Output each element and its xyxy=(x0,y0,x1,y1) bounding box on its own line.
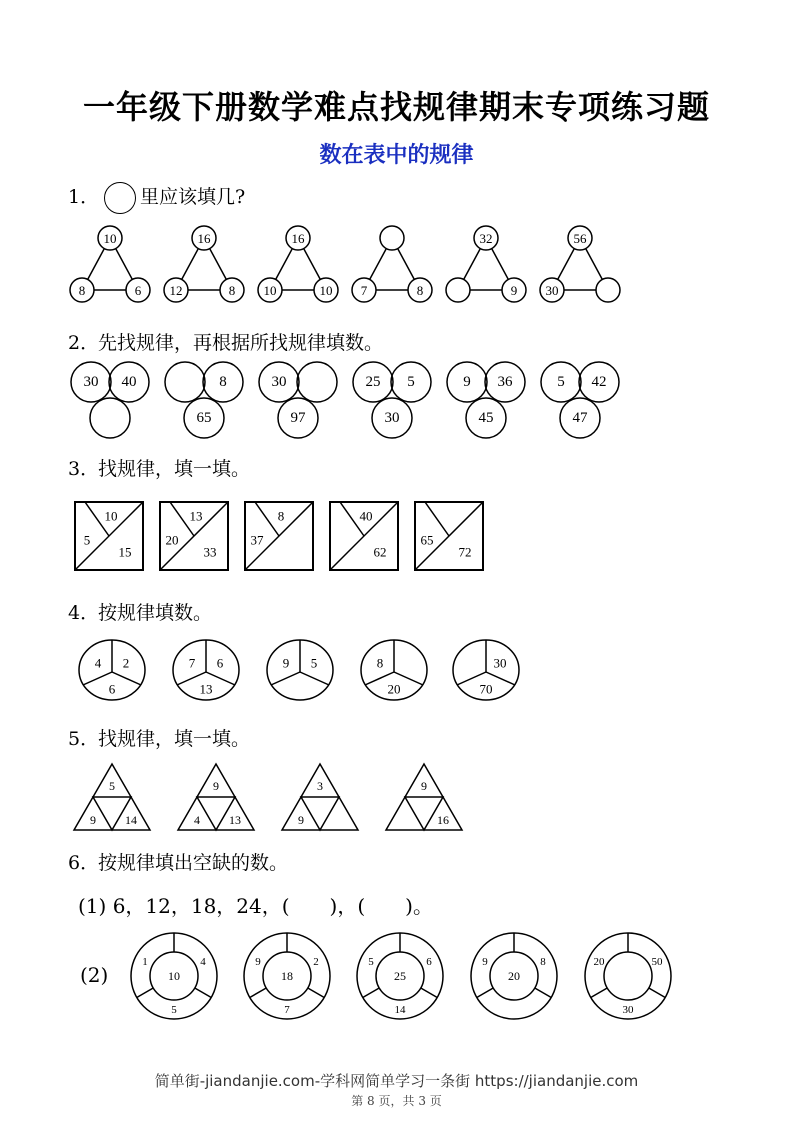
question-number: 6． xyxy=(68,852,100,874)
diagonal-box-figure xyxy=(0,498,793,578)
number-label: 13 xyxy=(229,813,241,827)
ring-part-label: (2) xyxy=(80,963,109,987)
triangle-item xyxy=(540,226,620,302)
sequence-part-1: (1) 6，12，18，24，( )，( )。 xyxy=(78,894,433,918)
number-label: 7 xyxy=(360,283,368,298)
number-label: 30 xyxy=(271,374,287,390)
number-label: 32 xyxy=(479,231,493,246)
number-label: 42 xyxy=(591,374,607,390)
number-label: 65 xyxy=(196,410,212,426)
circle-group xyxy=(165,362,243,438)
number-circle xyxy=(446,278,470,302)
ring-divider xyxy=(363,988,379,998)
number-label: 15 xyxy=(118,544,132,560)
number-label: 5 xyxy=(310,655,318,671)
question-text: 先找规律，再根据所找规律填数。 xyxy=(98,332,384,354)
ring-divider xyxy=(591,988,607,998)
overlapping-circles-figure xyxy=(0,358,793,444)
question-text: 按规律填数。 xyxy=(98,602,213,624)
triangle-item xyxy=(70,226,150,302)
divided-oval xyxy=(79,640,145,700)
ring-divider xyxy=(195,988,211,998)
number-label: 5 xyxy=(109,779,115,793)
number-label: 8 xyxy=(228,283,236,298)
number-label: 8 xyxy=(376,655,384,671)
number-label: 6 xyxy=(426,956,432,968)
ring-item xyxy=(244,933,330,1019)
number-label: 10 xyxy=(104,508,118,524)
number-label: 3 xyxy=(317,779,323,793)
number-label: 9 xyxy=(255,956,261,968)
number-label: 33 xyxy=(203,544,217,560)
number-label: 13 xyxy=(199,681,213,697)
divided-oval xyxy=(453,640,519,700)
number-circle xyxy=(297,362,337,402)
number-label: 10 xyxy=(319,283,333,298)
ring-divider xyxy=(477,988,493,998)
number-label: 7 xyxy=(284,1004,290,1016)
circle-group xyxy=(71,362,149,438)
question-text: 里应该填几? xyxy=(140,186,246,208)
number-label: 2 xyxy=(122,655,130,671)
number-label: 6 xyxy=(134,283,142,298)
subdivided-triangle-figure xyxy=(0,760,793,834)
divider-line xyxy=(83,672,112,685)
number-label: 25 xyxy=(365,374,381,390)
ring-item xyxy=(585,933,671,1019)
question-number: 1． xyxy=(68,186,100,208)
number-label: 9 xyxy=(298,813,304,827)
triangle-item xyxy=(446,226,526,302)
number-label: 16 xyxy=(291,231,305,246)
number-label: 2 xyxy=(313,956,319,968)
blank-circle-icon xyxy=(104,182,136,214)
divider-line xyxy=(112,672,141,685)
question-6 xyxy=(68,848,288,875)
number-label: 5 xyxy=(557,374,565,390)
number-label: 5 xyxy=(171,1004,177,1016)
triangle-item xyxy=(258,226,338,302)
number-label: 8 xyxy=(416,283,424,298)
triangle-item xyxy=(352,226,432,302)
number-label: 9 xyxy=(482,956,488,968)
number-label: 65 xyxy=(420,532,434,548)
number-label: 30 xyxy=(545,283,559,298)
question-text: 找规律，填一填。 xyxy=(98,458,251,480)
number-label: 4 xyxy=(94,655,102,671)
divided-oval xyxy=(267,640,333,700)
number-label: 45 xyxy=(478,410,494,426)
subdivided-triangle xyxy=(178,764,254,830)
number-label: 10 xyxy=(263,283,277,298)
number-circle xyxy=(165,362,205,402)
number-label: 18 xyxy=(281,969,293,983)
question-number: 2． xyxy=(68,332,100,354)
footer-watermark: 简单街-jiandanjie.com-学科网简单学习一条街 https://jiandanjie.com xyxy=(154,1072,639,1090)
number-label: 13 xyxy=(189,508,203,524)
triangle-circles-figure xyxy=(0,218,793,310)
number-label: 47 xyxy=(572,410,588,426)
number-label: 14 xyxy=(125,813,137,827)
ring-divider xyxy=(649,988,665,998)
number-circle xyxy=(596,278,620,302)
number-label: 97 xyxy=(290,410,306,426)
number-label: 1 xyxy=(142,956,148,968)
question-number: 3． xyxy=(68,458,100,480)
subdivided-triangle xyxy=(282,764,358,830)
circle-group xyxy=(447,362,525,438)
divided-oval xyxy=(173,640,239,700)
ring-divider xyxy=(421,988,437,998)
number-label: 9 xyxy=(282,655,290,671)
number-label: 56 xyxy=(573,231,587,246)
number-label: 50 xyxy=(651,956,663,968)
inner-circle xyxy=(604,952,652,1000)
number-label: 9 xyxy=(421,779,427,793)
divider-line xyxy=(300,672,329,685)
number-label: 37 xyxy=(250,532,264,548)
ring-divider xyxy=(137,988,153,998)
number-label: 5 xyxy=(83,532,91,548)
number-label: 30 xyxy=(83,374,99,390)
subdivided-triangle xyxy=(386,764,462,830)
ring-divider xyxy=(535,988,551,998)
number-label: 40 xyxy=(121,374,137,390)
divided-oval-figure xyxy=(0,636,793,706)
subdivided-triangle xyxy=(74,764,150,830)
number-label: 4 xyxy=(194,813,200,827)
diagonal-box xyxy=(330,502,398,570)
divider-line xyxy=(271,672,300,685)
ring-divider xyxy=(308,988,324,998)
number-label: 72 xyxy=(458,544,472,560)
page-number: 第 8 页，共 3 页 xyxy=(351,1094,442,1108)
question-text: 找规律，填一填。 xyxy=(98,728,251,750)
diagonal-box xyxy=(75,502,143,570)
number-label: 8 xyxy=(219,374,227,390)
circle-group xyxy=(353,362,431,438)
triangle-item xyxy=(164,226,244,302)
number-label: 6 xyxy=(108,681,116,697)
number-label: 16 xyxy=(437,813,449,827)
question-3 xyxy=(68,454,250,481)
question-5 xyxy=(68,724,250,751)
number-label: 10 xyxy=(103,231,117,246)
ring-item xyxy=(131,933,217,1019)
number-label: 9 xyxy=(90,813,96,827)
number-label: 20 xyxy=(165,532,179,548)
number-label: 30 xyxy=(622,1004,634,1016)
diagonal-box xyxy=(245,502,313,570)
number-label: 5 xyxy=(368,956,374,968)
question-4 xyxy=(68,598,212,625)
number-label: 8 xyxy=(78,283,86,298)
number-label: 5 xyxy=(407,374,415,390)
number-label: 30 xyxy=(384,410,400,426)
question-2 xyxy=(68,328,383,355)
inner-line xyxy=(425,502,449,536)
inner-triangle xyxy=(301,797,339,830)
number-circle xyxy=(90,398,130,438)
question-number: 4． xyxy=(68,602,100,624)
diagonal-box xyxy=(160,502,228,570)
number-label: 8 xyxy=(277,508,285,524)
circle-group xyxy=(259,362,337,438)
number-label: 70 xyxy=(479,681,493,697)
question-number: 5． xyxy=(68,728,100,750)
number-label: 20 xyxy=(593,956,605,968)
divided-oval xyxy=(361,640,427,700)
diagonal-box xyxy=(415,502,483,570)
page-title: 一年级下册数学难点找规律期末专项练习题 xyxy=(82,88,710,126)
ring-item xyxy=(357,933,443,1019)
number-label: 20 xyxy=(387,681,401,697)
number-label: 30 xyxy=(493,655,507,671)
number-circle xyxy=(380,226,404,250)
number-label: 40 xyxy=(359,508,373,524)
number-label: 62 xyxy=(373,544,387,560)
number-label: 10 xyxy=(168,969,180,983)
question-1 xyxy=(68,182,245,214)
ring-figure xyxy=(0,928,793,1024)
number-label: 14 xyxy=(394,1004,406,1016)
number-label: 9 xyxy=(510,283,518,298)
number-label: 8 xyxy=(540,956,546,968)
circle-group xyxy=(541,362,619,438)
number-label: 12 xyxy=(169,283,183,298)
number-label: 7 xyxy=(188,655,196,671)
number-label: 6 xyxy=(216,655,224,671)
number-label: 20 xyxy=(508,969,520,983)
inner-line xyxy=(255,502,279,536)
number-label: 16 xyxy=(197,231,211,246)
section-subtitle: 数在表中的规律 xyxy=(319,143,474,168)
number-label: 4 xyxy=(200,956,206,968)
ring-divider xyxy=(250,988,266,998)
question-text: 按规律填出空缺的数。 xyxy=(98,852,289,874)
number-label: 9 xyxy=(213,779,219,793)
number-label: 9 xyxy=(463,374,471,390)
number-label: 36 xyxy=(497,374,513,390)
number-label: 25 xyxy=(394,969,406,983)
ring-item xyxy=(471,933,557,1019)
